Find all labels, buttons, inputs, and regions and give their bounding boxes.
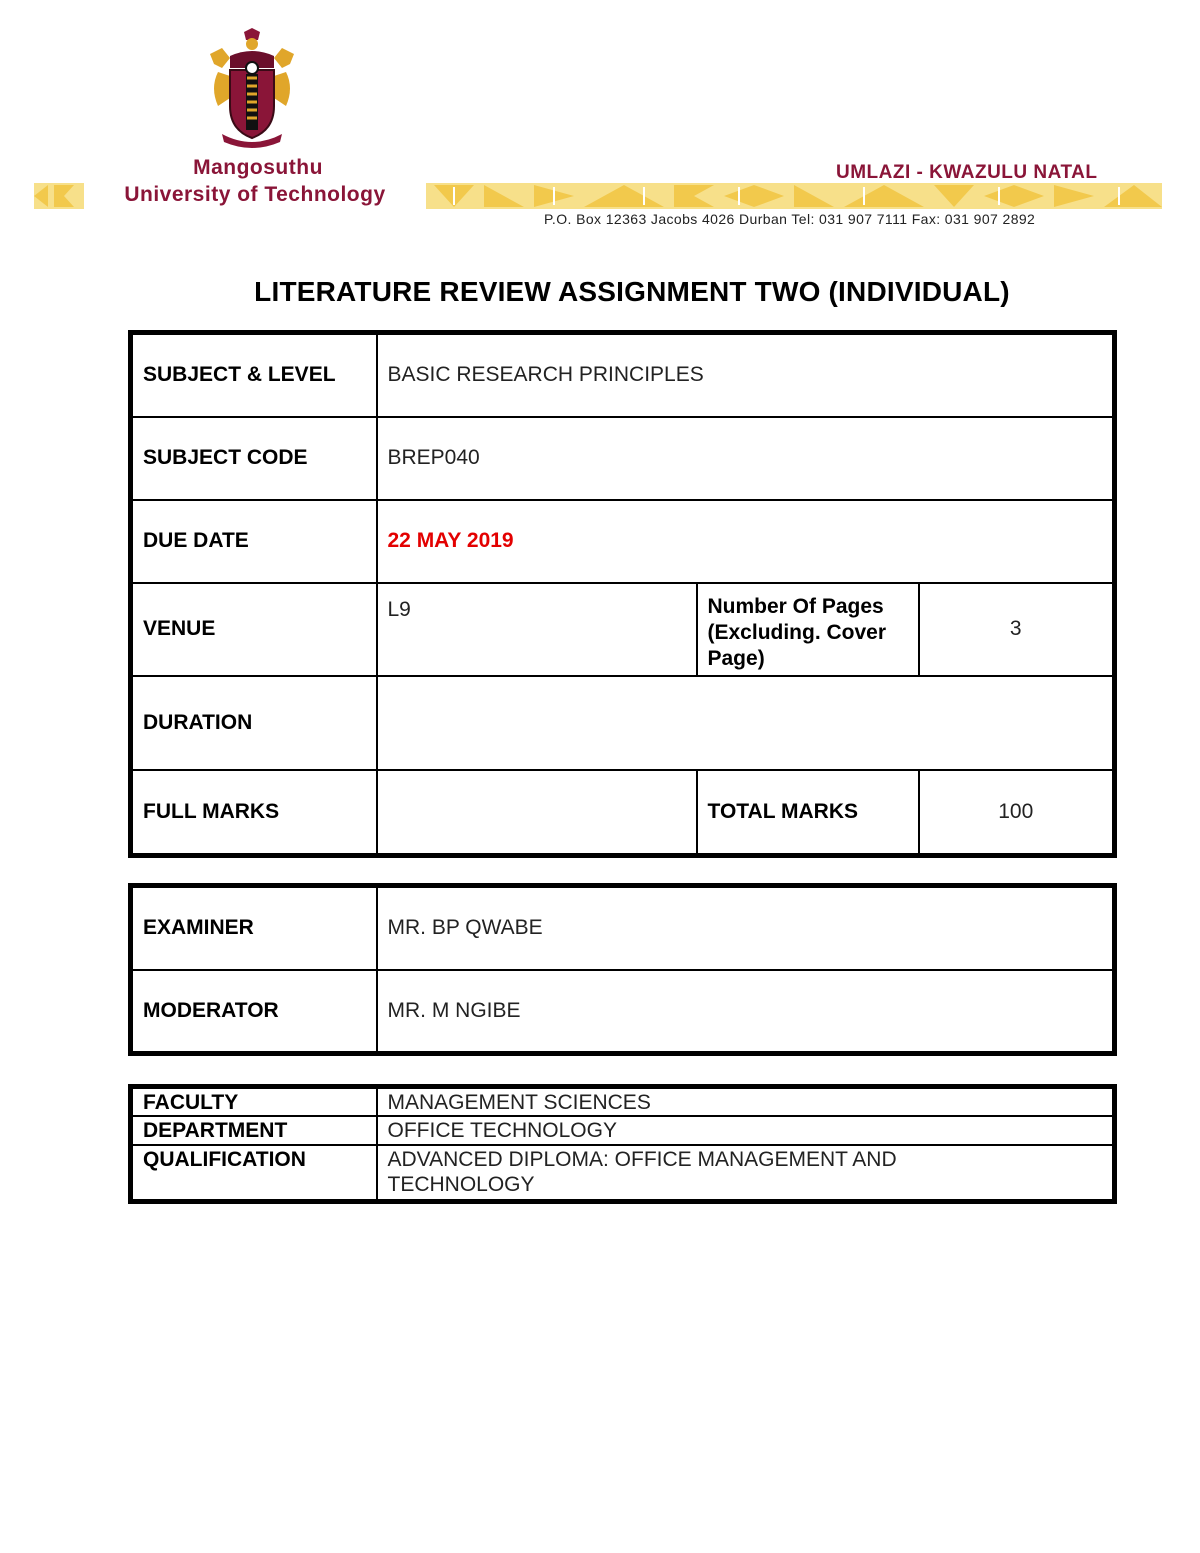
table-row (131, 886, 1115, 970)
full-marks-value (377, 770, 697, 856)
table-row (131, 333, 1115, 417)
venue-value: L9 (377, 583, 697, 676)
program-table (128, 1084, 1117, 1204)
subject-level-value: BASIC RESEARCH PRINCIPLES (377, 333, 1115, 417)
table-row (131, 1087, 1115, 1117)
subject-code-value: BREP040 (377, 417, 1115, 500)
university-name-line2: University of Technology (124, 183, 386, 206)
qualification-value: ADVANCED DIPLOMA: OFFICE MANAGEMENT AND TECHNOLOGY (377, 1145, 1115, 1201)
due-date-value: 22 MAY 2019 (377, 500, 1115, 583)
university-name-band-label (84, 180, 426, 212)
total-marks-label: TOTAL MARKS (697, 770, 919, 856)
subject-code-label: SUBJECT CODE (131, 417, 377, 500)
table-row (131, 583, 1115, 676)
location-text: UMLAZI - KWAZULU NATAL (836, 162, 1098, 183)
duration-value (377, 676, 1115, 770)
number-of-pages-value: 3 (919, 583, 1115, 676)
university-name (88, 156, 428, 180)
contact-details: P.O. Box 12363 Jacobs 4026 Durban Tel: 031 907 7111 Fax: 031 907 2892 (544, 211, 1036, 227)
examiner-value: MR. BP QWABE (377, 886, 1115, 970)
moderator-label: MODERATOR (131, 970, 377, 1054)
table-row (131, 676, 1115, 770)
subject-level-label: SUBJECT & LEVEL (131, 333, 377, 417)
duration-label: DURATION (131, 676, 377, 770)
due-date-label: DUE DATE (131, 500, 377, 583)
examiner-label: EXAMINER (131, 886, 377, 970)
university-name-line1: Mangosuthu (193, 156, 323, 179)
total-marks-value: 100 (919, 770, 1115, 856)
full-marks-label: FULL MARKS (131, 770, 377, 856)
moderator-value: MR. M NGIBE (377, 970, 1115, 1054)
table-row (131, 970, 1115, 1054)
venue-label: VENUE (131, 583, 377, 676)
table-row (131, 417, 1115, 500)
number-of-pages-label: Number Of Pages (Excluding. Cover Page) (697, 583, 919, 676)
assignment-details-table (128, 330, 1117, 858)
table-row (131, 500, 1115, 583)
university-crest-logo (200, 28, 304, 152)
page-title: LITERATURE REVIEW ASSIGNMENT TWO (INDIVIDUAL) (254, 276, 1010, 307)
department-label: DEPARTMENT (131, 1116, 377, 1145)
table-row (131, 770, 1115, 856)
qualification-label: QUALIFICATION (131, 1145, 377, 1201)
department-value: OFFICE TECHNOLOGY (377, 1116, 1115, 1145)
table-row (131, 1145, 1115, 1201)
table-row (131, 1116, 1115, 1145)
staff-table (128, 883, 1117, 1056)
faculty-value: MANAGEMENT SCIENCES (377, 1087, 1115, 1117)
faculty-label: FACULTY (131, 1087, 377, 1117)
